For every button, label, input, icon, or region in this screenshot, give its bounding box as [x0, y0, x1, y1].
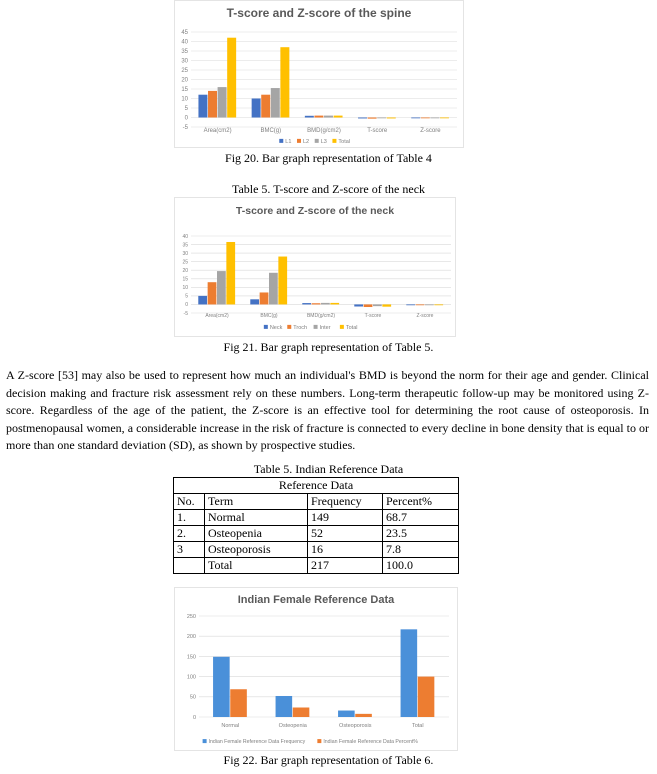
bar — [418, 677, 435, 717]
legend-swatch — [264, 325, 268, 329]
y-tick-label: 250 — [186, 613, 196, 620]
x-category-label: Total — [411, 723, 424, 729]
table-header-cell: Percent% — [383, 494, 459, 510]
reference-data-table — [173, 477, 459, 574]
bar — [416, 304, 425, 305]
bar — [252, 99, 261, 118]
x-category-label: BMC(g) — [260, 313, 278, 319]
bar — [411, 118, 420, 119]
bar — [324, 116, 333, 118]
table-header-cell: Frequency — [308, 494, 383, 510]
table-cell: Total — [205, 558, 308, 574]
table-cell: 1. — [174, 510, 205, 526]
table-header-cell: Term — [205, 494, 308, 510]
bar — [198, 95, 207, 118]
bar — [338, 711, 355, 717]
bar — [260, 292, 269, 304]
y-tick-label: 20 — [181, 77, 188, 84]
table-cell: Osteoporosis — [205, 542, 308, 558]
table-group-header-row — [174, 478, 459, 494]
bar — [406, 304, 415, 305]
x-category-label: BMD(g/cm2) — [307, 128, 341, 134]
bar — [355, 714, 372, 717]
bar — [373, 304, 382, 306]
bar — [368, 118, 377, 119]
y-tick-label: 35 — [181, 49, 188, 56]
y-tick-label: 30 — [182, 250, 188, 257]
chart-ref — [174, 587, 458, 751]
table-cell: 23.5 — [383, 526, 459, 542]
bar — [230, 689, 247, 717]
caption-table5-ref: Table 5. Indian Reference Data — [253, 462, 404, 476]
caption-table5-neck: Table 5. T-score and Z-score of the neck — [231, 182, 426, 196]
table-cell: 16 — [308, 542, 383, 558]
y-tick-label: 0 — [184, 115, 188, 122]
table-cell: 149 — [308, 510, 383, 526]
x-category-label: BMC(g) — [260, 128, 282, 134]
table-cell: 217 — [308, 558, 383, 574]
table-cell: 7.8 — [383, 542, 459, 558]
table-header-row — [174, 494, 459, 510]
bar — [364, 304, 373, 307]
bar — [314, 116, 323, 118]
bar — [434, 304, 443, 305]
y-tick-label: 45 — [181, 30, 188, 37]
y-tick-label: 40 — [181, 39, 188, 46]
bar — [208, 282, 217, 304]
y-tick-label: 15 — [182, 276, 188, 283]
x-category-label: Z-score — [416, 313, 434, 319]
table-cell: 3 — [174, 542, 205, 558]
caption-fig20: Fig 20. Bar graph representation of Table 4 — [225, 151, 432, 165]
y-tick-label: 100 — [186, 674, 196, 681]
table-cell: Normal — [205, 510, 308, 526]
chart-title: Indian Female Reference Data — [237, 594, 395, 606]
legend-swatch — [317, 739, 321, 743]
y-tick-label: 15 — [181, 87, 188, 94]
y-tick-label: 20 — [182, 267, 188, 274]
legend-swatch — [203, 739, 207, 743]
legend-swatch — [315, 139, 319, 143]
legend-label: Inter — [319, 325, 331, 331]
chart-title: T-score and Z-score of the spine — [226, 6, 412, 20]
table-group-header: Reference Data — [174, 478, 459, 494]
bar — [278, 257, 287, 305]
x-category-label: T-score — [364, 313, 382, 319]
bar — [440, 118, 449, 119]
bar — [305, 116, 314, 118]
legend-label: Total — [345, 325, 358, 331]
table-cell — [174, 558, 205, 574]
table-row — [174, 558, 459, 574]
chart-spine-svg — [175, 1, 463, 147]
y-tick-label: 0 — [185, 302, 188, 309]
bar — [198, 296, 207, 305]
y-tick-label: 25 — [181, 68, 188, 75]
table-row — [174, 542, 459, 558]
x-category-label: Area(cm2) — [205, 313, 229, 319]
table-cell: 100.0 — [383, 558, 459, 574]
bar — [226, 242, 235, 304]
table-header-cell: No. — [174, 494, 205, 510]
bar — [387, 118, 396, 119]
legend-swatch — [314, 325, 318, 329]
table-row — [174, 526, 459, 542]
x-category-label: BMD(g/cm2) — [306, 313, 336, 319]
y-tick-label: -5 — [183, 310, 188, 317]
body-paragraph: A Z-score [53] may also be used to represent how much an individual's BMD is beyond the norm for their age and gender. Clinical decision making and fracture risk assessment rely on these numbers. Long-term therapeutic follow-up may be monitored using Z-score. Regardless of the age of the patient, the Z-score is an effective tool for determining the root cause of osteoporosis. In postmenopausal women, a considerable increase in the risk of fracture is connected to every decline in bone density that is equal to or more than one standard deviation (SD), as shown by prospective studies. — [6, 368, 649, 452]
x-category-label: Z-score — [420, 128, 441, 134]
bar — [354, 304, 363, 306]
bar — [208, 91, 217, 118]
bar — [382, 304, 391, 306]
chart-ref-svg — [175, 588, 457, 750]
bar — [401, 629, 418, 717]
bar — [430, 118, 439, 119]
y-tick-label: 5 — [184, 106, 188, 113]
x-category-label: Normal — [221, 723, 240, 729]
y-tick-label: 5 — [185, 293, 188, 300]
caption-fig22: Fig 22. Bar graph representation of Table 6. — [223, 753, 434, 767]
table-cell: 52 — [308, 526, 383, 542]
y-tick-label: 30 — [181, 58, 188, 65]
x-category-label: Osteoporosis — [339, 723, 372, 729]
legend-swatch — [297, 139, 301, 143]
y-tick-label: 10 — [181, 96, 188, 103]
legend-label: Indian Female Reference Data Percent% — [323, 739, 418, 745]
bar — [276, 696, 293, 717]
y-tick-label: 25 — [182, 259, 188, 266]
bar — [377, 118, 386, 119]
legend-label: Total — [338, 139, 351, 145]
legend-swatch — [287, 325, 291, 329]
bar — [269, 273, 278, 305]
bar — [280, 47, 289, 117]
bar — [358, 118, 367, 119]
x-category-label: Area(cm2) — [203, 128, 232, 134]
y-tick-label: -5 — [182, 125, 188, 132]
y-tick-label: 150 — [186, 654, 196, 661]
table-cell: 2. — [174, 526, 205, 542]
legend-swatch — [279, 139, 283, 143]
bar — [330, 303, 339, 305]
bar — [218, 87, 227, 117]
bar — [293, 708, 310, 717]
chart-neck-svg — [175, 198, 455, 336]
table-cell: Osteopenia — [205, 526, 308, 542]
bar — [321, 303, 330, 305]
bar — [213, 657, 230, 717]
y-tick-label: 50 — [189, 694, 196, 701]
legend-label: L2 — [302, 139, 310, 145]
bar — [227, 38, 236, 118]
y-tick-label: 200 — [186, 634, 196, 641]
legend-label: L3 — [320, 139, 327, 145]
y-tick-label: 10 — [182, 285, 188, 292]
bar — [302, 303, 311, 304]
x-category-label: Osteopenia — [278, 723, 307, 729]
legend-swatch — [340, 325, 344, 329]
legend-label: Indian Female Reference Data Frequency — [208, 739, 306, 745]
table-row — [174, 510, 459, 526]
caption-fig21: Fig 21. Bar graph representation of Table 5. — [223, 340, 434, 354]
bar — [312, 303, 321, 304]
bar — [250, 299, 259, 304]
chart-neck — [174, 197, 456, 337]
bar — [425, 304, 434, 305]
chart-spine — [174, 0, 464, 148]
bar — [421, 118, 430, 119]
x-category-label: T-score — [367, 128, 388, 134]
bar — [334, 116, 343, 118]
legend-swatch — [332, 139, 336, 143]
y-tick-label: 0 — [192, 714, 196, 721]
table-cell: 68.7 — [383, 510, 459, 526]
bar — [271, 88, 280, 117]
bar — [261, 95, 270, 118]
y-tick-label: 35 — [182, 242, 188, 249]
legend-label: L1 — [285, 139, 292, 145]
bar — [217, 271, 226, 304]
chart-title: T-score and Z-score of the neck — [235, 205, 395, 217]
legend-label: Troch — [293, 325, 308, 331]
legend-label: Neck — [269, 325, 283, 331]
y-tick-label: 40 — [182, 233, 188, 240]
